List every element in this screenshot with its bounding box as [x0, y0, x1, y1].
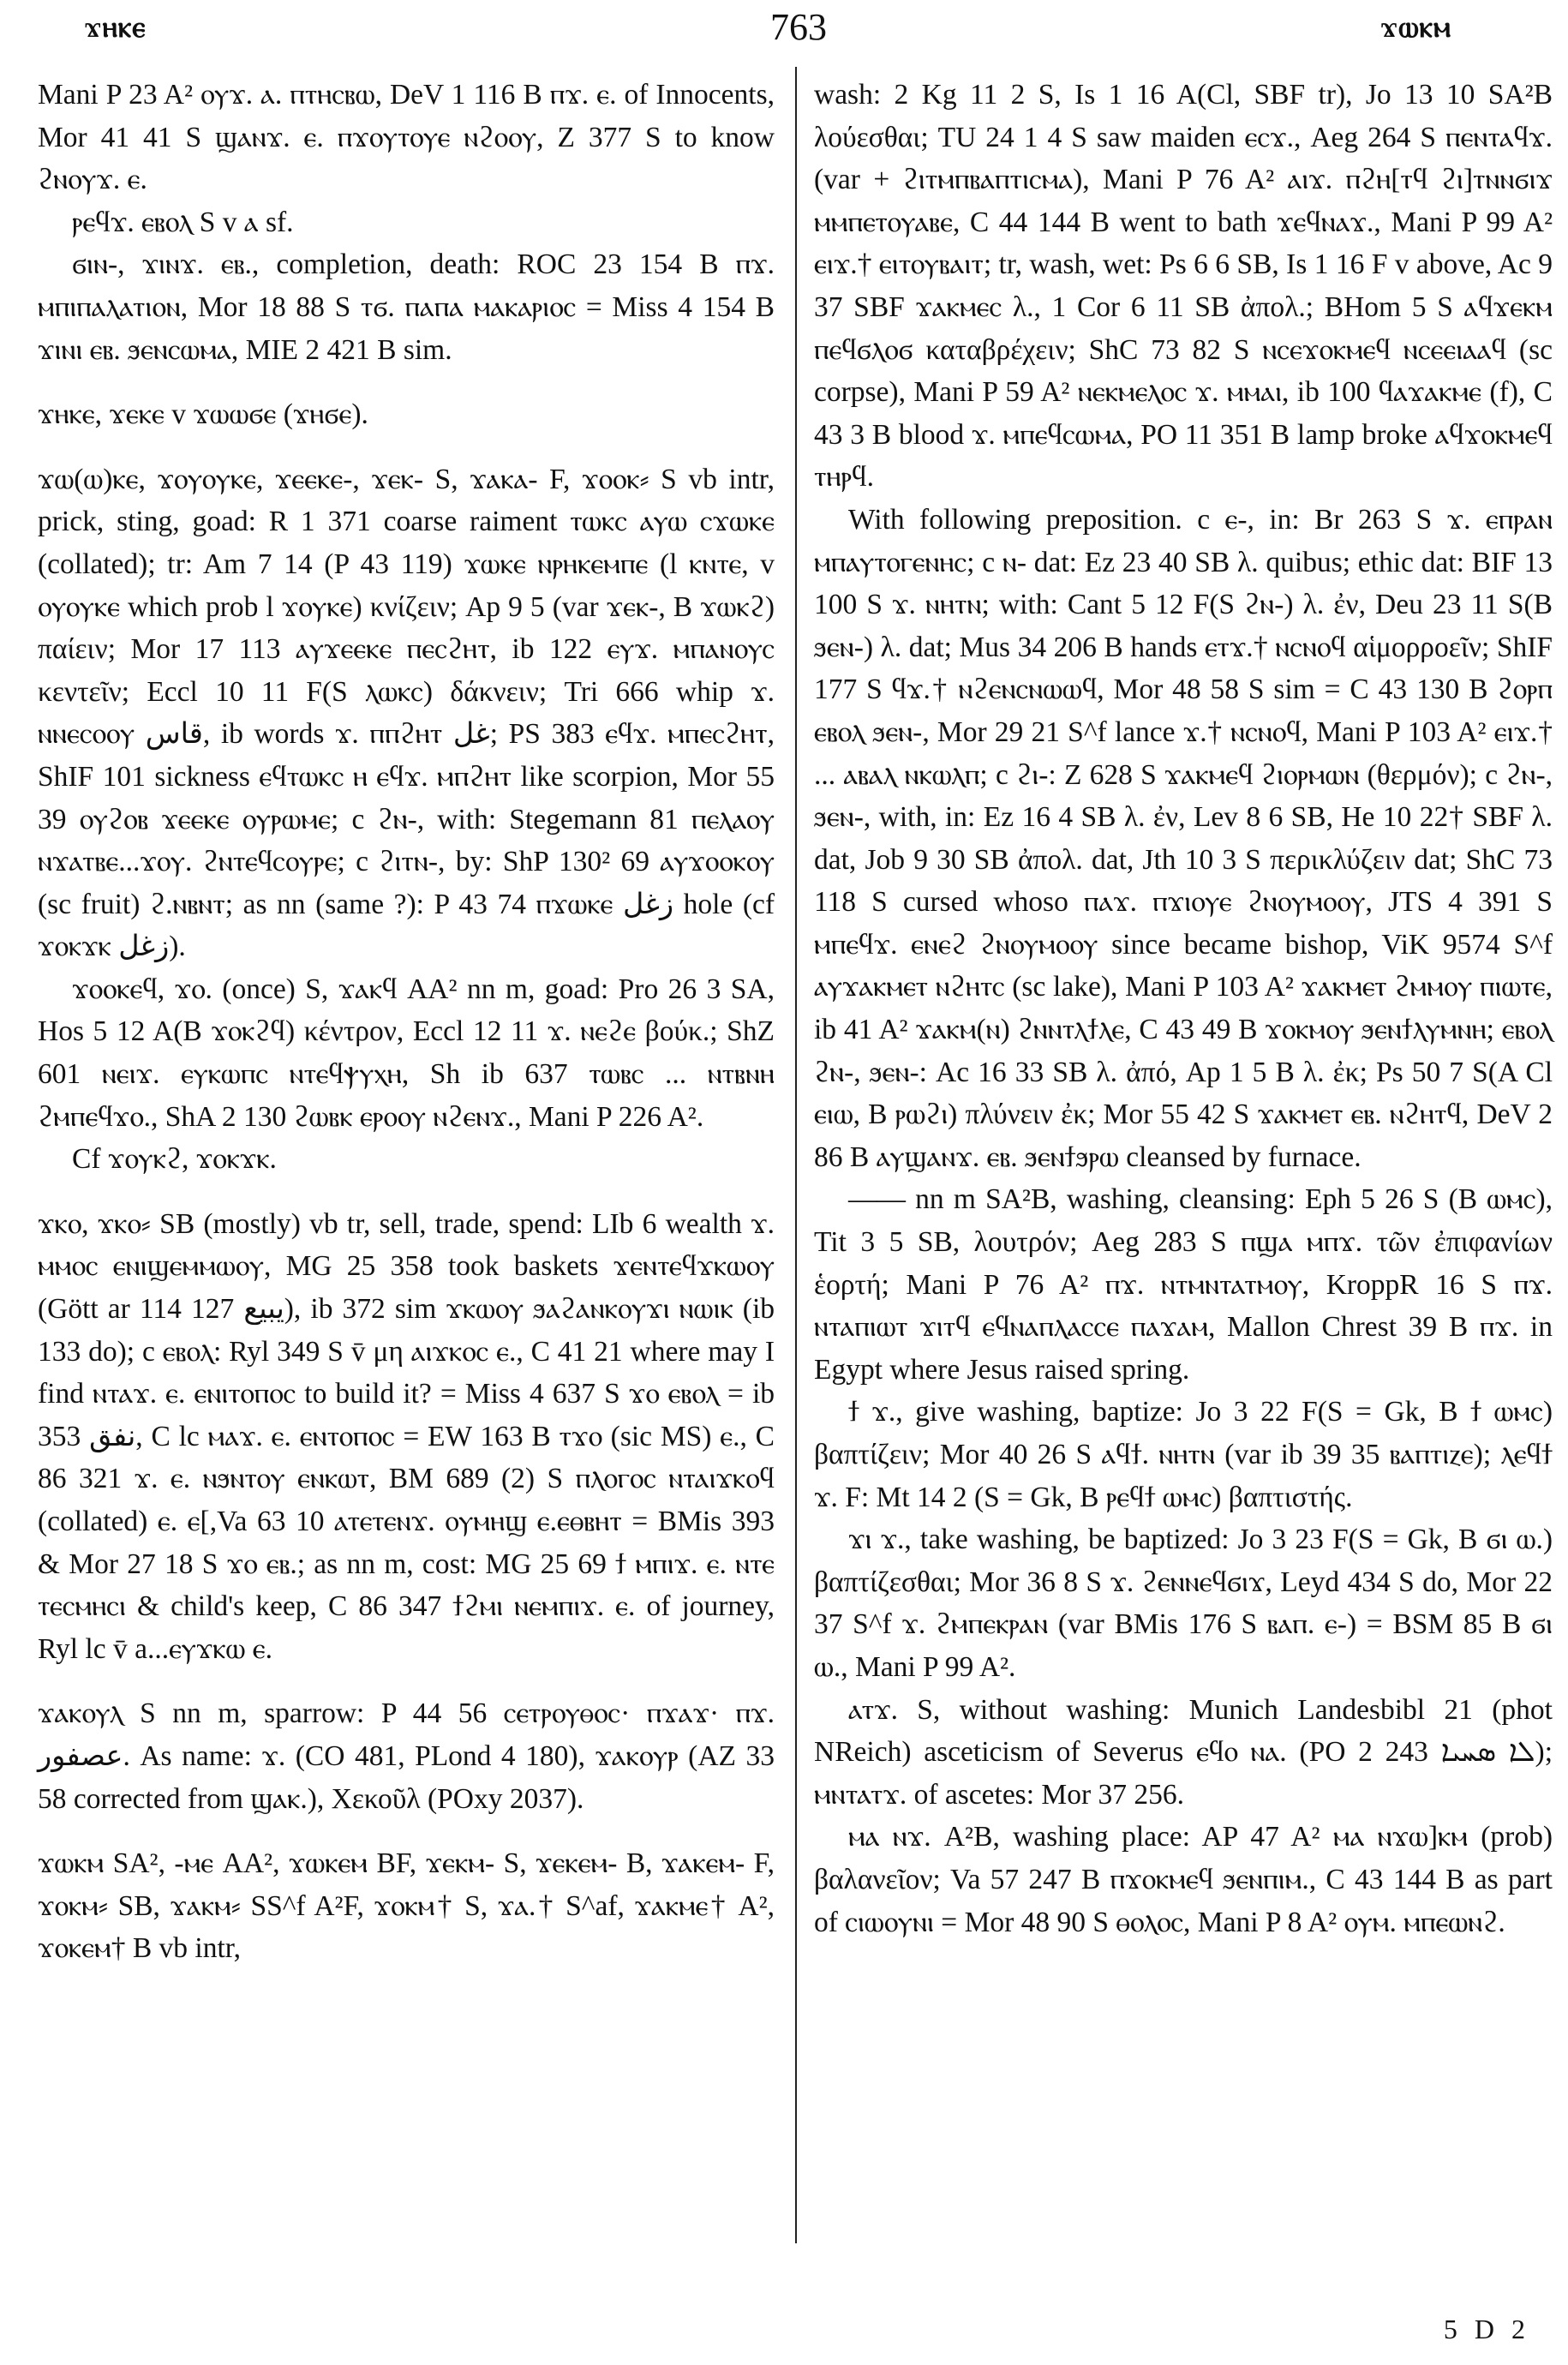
left-running-headword: ϫⲏⲕⲉ	[84, 12, 147, 44]
signature-mark: 5 D 2	[1443, 2314, 1530, 2344]
entry-paragraph: With following preposition. c ⲉ-, in: Br 263 S ϫ. ⲉⲡⲣⲁⲛ ⲙⲡⲁⲩⲧⲟⲅⲉⲛⲏⲥ; c ⲛ- dat: Ez 23 40 SB λ. quibus; ethic dat: BIF 13 100 S ϫ. ⲛⲏⲧⲛ; with: Cant 5 12 F(S ϩⲛ-) λ. ἐν, Deu 23 11 S(B ϧⲉⲛ-) λ. dat; Mus 34 206 B hands ⲉⲧϫ.† ⲛⲥⲛⲟϥ αἱμορροεῖν; ShIF 177 S ϥϫ.† ⲛϩⲉⲛⲥⲛⲱⲱϥ, Mor 48 58 S sim = C 43 130 B ϩⲟⲣⲡ ⲉⲃⲟⲗ ϧⲉⲛ-, Mor 29 21 S^f lance ϫ.† ⲛⲥⲛⲟϥ, Mani P 103 A² ⲉⲓϫ.† ... ⲁⲃⲁⲗ ⲛⲕⲱⲗⲡ; c ϩⲓ-: Z 628 S ϫⲁⲕⲙⲉϥ ϩⲓⲟⲣⲙⲱⲛ (θερμόν); c ϩⲛ-, ϧⲉⲛ-, with, in: Ez 16 4 SB λ. ἐν, Lev 8 6 SB, He 10 22† SBF λ. dat, Job 9 30 SB ἀπολ. dat, Jth 10 3 S περικλύζειν dat; ShC 73 118 S cursed whoso ⲡⲁϫ. ⲡϫⲓⲟⲩⲉ ϩⲛⲟⲩⲙⲟⲟⲩ, JTS 4 391 S ⲙⲡⲉϥϫ. ⲉⲛⲉϩ ϩⲛⲟⲩⲙⲟⲟⲩ since became bishop, ViK 9574 S^f ⲁⲩϫⲁⲕⲙⲉⲧ ⲛϩⲏⲧⲥ (sc lake), Mani P 103 A² ϫⲁⲕⲙⲉⲧ ϩⲙⲙⲟⲩ ⲡⲓⲱⲧⲉ, ib 41 A² ϫⲁⲕⲙ(ⲛ) ϩⲛⲛⲧⲗϯⲗⲉ, C 43 49 B ϫⲟⲕⲙⲟⲩ ϧⲉⲛϯⲗⲩⲙⲛⲏ; ⲉⲃⲟⲗ ϩⲛ-, ϧⲉⲛ-: Ac 16 33 SB λ. ἀπό, Ap 1 5 B λ. ἐκ; Ps 50 7 S(A Cl ⲉⲓⲱ, B ⲣⲱϩⲓ) πλύνειν ἐκ; Mor 55 42 S ϫⲁⲕⲙⲉⲧ ⲉⲃ. ⲛϩⲏⲧϥ, DeV 2 86 B ⲁⲩϣⲁⲛϫ. ⲉⲃ. ϧⲉⲛϯϧⲣⲱ cleansed by furnace.	[814, 503, 1553, 1173]
entry-paragraph: ϫⲓ ϫ., take washing, be baptized: Jo 3 23 F(S = Gk, B ϭⲓ ⲱ.) βαπτίζεσθαι; Mor 36 8 S ϫ. ϩⲉⲛⲛⲉϥϭⲓϫ, Leyd 434 S do, Mor 22 37 S^f ϫ. ϩⲙⲡⲉⲕⲣⲁⲛ (var BMis 176 S ⲃⲁⲡ. ⲉ-) = BSM 85 B ϭⲓ ⲱ., Mani P 99 A².	[814, 1524, 1553, 1683]
left-column	[38, 74, 775, 1970]
column-divider	[795, 67, 797, 2243]
entry-paragraph: ⲙⲁ ⲛϫ. A²B, washing place: AP 47 A² ⲙⲁ ⲛϫⲱ]ⲕⲙ (prob) βαλανεῖον; Va 57 247 B ⲡϫⲟⲕⲙⲉϥ ϧⲉⲛⲡⲓⲙ., C 43 144 B as part of ⲥⲓⲱⲟⲩⲛⲓ = Mor 48 90 S ⲑⲟⲗⲟⲥ, Mani P 8 A² ⲟⲩⲙ. ⲙⲡⲉⲱⲛϩ.	[814, 1821, 1553, 1938]
entry-paragraph: ⲁⲧϫ. S, without washing: Munich Landesbibl 21 (phot NReich) asceticism of Severus ⲉϥⲟ ⲛⲁ. (PO 2 243 ܠܐ ܣܚܝܐ); ⲙⲛⲧⲁⲧϫ. of ascetes: Mor 37 256.	[814, 1693, 1553, 1811]
right-running-headword: ϫⲱⲕⲙ	[1379, 12, 1451, 44]
entry-paragraph: wash: 2 Kg 11 2 S, Is 1 16 A(Cl, SBF tr), Jo 13 10 SA²B λούεσθαι; TU 24 1 4 S saw maiden ⲉⲥϫ., Aeg 264 S ⲡⲉⲛⲧⲁϥϫ. (var + ϩⲓⲧⲙⲡⲃⲁⲡⲧⲓⲥⲙⲁ), Mani P 76 A² ⲁⲓϫ. ⲡϩⲏ[ⲧϥ ϩⲓ]ⲧⲛⲛϭⲓϫ ⲙⲙⲡⲉⲧⲟⲩⲁⲃⲉ, C 44 144 B went to bath ϫⲉϥⲛⲁϫ., Mani P 99 A² ⲉⲓϫ.† ⲉⲓⲧⲟⲩⲃⲁⲓⲧ; tr, wash, wet: Ps 6 6 SB, Is 1 16 F v above, Ac 9 37 SBF ϫⲁⲕⲙⲉⲥ λ., 1 Cor 6 11 SB ἀπολ.; BHom 5 S ⲁϥϫⲉⲕⲙ ⲡⲉϥϭⲗⲟϭ καταβρέχειν; ShC 73 82 S ⲛⲥⲉϫⲟⲕⲙⲉϥ ⲛⲥⲉⲉⲓⲁⲁϥ (sc corpse), Mani P 59 A² ⲛⲉⲕⲙⲉⲗⲟⲥ ϫ. ⲙⲙⲁⲓ, ib 100 ϥⲁϫⲁⲕⲙⲉ (f), C 43 3 B blood ϫ. ⲙⲡⲉϥⲥⲱⲙⲁ, PO 11 351 B lamp broke ⲁϥϫⲟⲕⲙⲉϥ ⲧⲏⲣϥ.	[814, 79, 1553, 494]
entry-paragraph: ϭⲓⲛ-, ϫⲓⲛϫ. ⲉⲃ., completion, death: ROC 23 154 B ⲡϫ. ⲙⲡⲓⲡⲁⲗⲁⲧⲓⲟⲛ, Mor 18 88 S ⲧϭ. ⲡⲁⲡⲁ ⲙⲁⲕⲁⲣⲓⲟⲥ = Miss 4 154 B ϫⲓⲛⲓ ⲉⲃ. ϧⲉⲛⲥⲱⲙⲁ, MIE 2 421 B sim.	[38, 248, 775, 366]
right-column	[814, 74, 1553, 1943]
entry-headword-paragraph: ϫⲱ(ⲱ)ⲕⲉ, ϫⲟⲩⲟⲩⲕⲉ, ϫⲉⲉⲕⲉ-, ϫⲉⲕ- S, ϫⲁⲕⲁ- F, ϫⲟⲟⲕ⸗ S vb intr, prick, sting, goad: R 1 371 coarse raiment ⲧⲱⲕⲥ ⲁⲩⲱ ⲥϫⲱⲕⲉ (collated); tr: Am 7 14 (P 43 119) ϫⲱⲕⲉ ⲛⲣⲏⲕⲉⲙⲡⲉ (l ⲕⲛⲧⲉ, v ⲟⲩⲟⲩⲕⲉ which prob l ϫⲟⲩⲕⲉ) κνίζειν; Ap 9 5 (var ϫⲉⲕ-, B ϫⲱⲕϩ) παίειν; Mor 17 113 ⲁⲩϫⲉⲉⲕⲉ ⲡⲉⲥϩⲏⲧ, ib 122 ⲉⲩϫ. ⲙⲡⲁⲛⲟⲩⲥ κεντεῖν; Eccl 10 11 F(S ⲗⲱⲕⲥ) δάκνειν; Tri 666 whip ϫ. ⲛⲛⲉⲥⲟⲟⲩ قاس, ib words ϫ. ⲡⲡϩⲏⲧ غل; PS 383 ⲉϥϫ. ⲙⲡⲉⲥϩⲏⲧ, ShIF 101 sickness ⲉϥⲧⲱⲕⲥ ⲏ ⲉϥϫ. ⲙⲡϩⲏⲧ like scorpion, Mor 55 39 ⲟⲩϩⲟⲃ ϫⲉⲉⲕⲉ ⲟⲩⲣⲱⲙⲉ; c ϩⲛ-, with: Stegemann 81 ⲡⲉⲗⲁⲟⲩ ⲛϫⲁⲧⲃⲉ...ϫⲟⲩ. ϩⲛⲧⲉϥⲥⲟⲩⲣⲉ; c ϩⲓⲧⲛ-, by: ShP 130² 69 ⲁⲩϫⲟⲟⲕⲟⲩ (sc fruit) ϩ.ⲛⲃⲛⲧ; as nn (same ?): P 43 74 ⲡϫⲱⲕⲉ زغل hole (cf ϫⲟⲕϫⲕ زغل).	[38, 463, 775, 963]
entry-paragraph: ⲣⲉϥϫ. ⲉⲃⲟⲗ S v ⲁ sf.	[72, 206, 294, 238]
entry-paragraph: Mani P 23 A² ⲟⲩϫ. ⲁ. ⲡⲧⲏⲥⲃⲱ, DeV 1 116 B ⲡϫ. ⲉ. of Innocents, Mor 41 41 S ϣⲁⲛϫ. ⲉ. ⲡϫⲟⲩⲧⲟⲩⲉ ⲛϩⲟⲟⲩ, Z 377 S to know ϩⲛⲟⲩϫ. ⲉ.	[38, 79, 775, 196]
entry-paragraph: —— nn m SA²B, washing, cleansing: Eph 5 26 S (B ⲱⲙⲥ), Tit 3 5 SB, λουτρόν; Aeg 283 S ⲡϣⲁ ⲙⲡϫ. τῶν ἐπιφανίων ἑορτή; Mani P 76 A² ⲡϫ. ⲛⲧⲙⲛⲧⲁⲧⲙⲟⲩ, KroppR 16 S ⲡϫ. ⲛⲧⲁⲡⲓⲱⲧ ϫⲓⲧϥ ⲉϥⲛⲁⲡⲗⲁⲥⲥⲉ ⲡⲁϫⲁⲙ, Mallon Chrest 39 B ⲡϫ. in Egypt where Jesus raised spring.	[814, 1183, 1553, 1386]
entry-paragraph: ϯ ϫ., give washing, baptize: Jo 3 22 F(S = Gk, B ϯ ⲱⲙⲥ) βαπτίζειν; Mor 40 26 S ⲁϥϯ. ⲛⲏⲧⲛ (var ib 39 35 ⲃⲁⲡⲧⲓⲍⲉ); ⲗⲉϥϯ ϫ. F: Mt 14 2 (S = Gk, B ⲣⲉϥϯ ⲱⲙⲥ) βαπτιστής.	[814, 1396, 1553, 1513]
entry-headword-paragraph: ϫⲱⲕⲙ SA², -ⲙⲉ AA², ϫⲱⲕⲉⲙ BF, ϫⲉⲕⲙ- S, ϫⲉⲕⲉⲙ- B, ϫⲁⲕⲉⲙ- F, ϫⲟⲕⲙ⸗ SB, ϫⲁⲕⲙ⸗ SS^f A²F, ϫⲟⲕⲙ† S, ϫⲁ.† S^af, ϫⲁⲕⲙⲉ† A², ϫⲟⲕⲉⲙ† B vb intr,	[38, 1847, 775, 1965]
page-number: 763	[770, 6, 827, 48]
entry-paragraph: Cf ϫⲟⲩⲕϩ, ϫⲟⲕϫⲕ.	[72, 1143, 277, 1176]
entry-paragraph: ϫⲟⲟⲕⲉϥ, ϫⲟ. (once) S, ϫⲁⲕϥ AA² nn m, goad: Pro 26 3 SA, Hos 5 12 A(B ϫⲟⲕϩϥ) κέντρον, Eccl 12 11 ϫ. ⲛⲉϩⲉ βούκ.; ShZ 601 ⲛⲉⲓϫ. ⲉⲩⲕⲱⲡⲥ ⲛⲧⲉϥⲯⲩⲭⲏ, Sh ib 637 ⲧⲱⲃⲥ ... ⲛⲧⲃⲛⲏ ϩⲙⲡⲉϥϫⲟ., ShA 2 130 ϩⲱⲃⲕ ⲉⲣⲟⲟⲩ ⲛϩⲉⲛϫ., Mani P 226 A².	[38, 973, 775, 1133]
entry-headword-paragraph: ϫⲁⲕⲟⲩⲗ S nn m, sparrow: P 44 56 ⲥⲉⲧⲣⲟⲩⲑⲟⲥ· ⲡϫⲁϫ· ⲡϫ. عصفور. As name: ϫ. (CO 481, PLond 4 180), ϫⲁⲕⲟⲩⲣ (AZ 33 58 corrected from ϣⲁⲕ.), Χεκοῦλ (POxy 2037).	[38, 1697, 775, 1815]
entry-headword-paragraph: ϫⲏⲕⲉ, ϫⲉⲕⲉ v ϫⲱⲱϭⲉ (ϫⲏϭⲉ).	[38, 398, 368, 431]
page-header	[38, 5, 1546, 57]
entry-headword-paragraph: ϫⲕⲟ, ϫⲕⲟ⸗ SB (mostly) vb tr, sell, trade, spend: LIb 6 wealth ϫ. ⲙⲙⲟⲥ ⲉⲛⲓϣⲉⲙⲙⲱⲟⲩ, MG 25 358 took baskets ϫⲉⲛⲧⲉϥϫⲕⲱⲟⲩ (Gött ar 114 127 يبيع), ib 372 sim ϫⲕⲱⲟⲩ ϧⲁϩⲁⲛⲕⲟⲩϫⲓ ⲛⲱⲓⲕ (ib 133 do); c ⲉⲃⲟⲗ: Ryl 349 S v̄ μη ⲁⲓϫⲕⲟⲥ ⲉ., C 41 21 where may I find ⲛⲧⲁϫ. ⲉ. ⲉⲛⲓⲧⲟⲡⲟⲥ to build it? = Miss 4 637 S ϫⲟ ⲉⲃⲟⲗ = ib 353 نفق, C lc ⲙⲁϫ. ⲉ. ⲉⲛⲧⲟⲡⲟⲥ = EW 163 B ⲧϫⲟ (sic MS) ⲉ., C 86 321 ϫ. ⲉ. ⲛϧⲛⲧⲟⲩ ⲉⲛⲕⲱⲧ, BM 689 (2) S ⲡⲗⲟⲅⲟⲥ ⲛⲧⲁⲓϫⲕⲟϥ (collated) ⲉ. ⲉ[,Va 63 10 ⲁⲧⲉⲧⲉⲛϫ. ⲟⲩⲙⲏϣ ⲉ.ⲉⲑⲃⲏⲧ = BMis 393 & Mor 27 18 S ϫⲟ ⲉⲃ.; as nn m, cost: MG 25 69 ϯ ⲙⲡⲓϫ. ⲉ. ⲛⲧⲉ ⲧⲉⲥⲙⲏⲥⲓ & child's keep, C 86 347 ϯϩⲙⲓ ⲛⲉⲙⲡⲓϫ. ⲉ. of journey, Ryl lc v̄ a...ⲉⲩϫⲕⲱ ⲉ.	[38, 1207, 775, 1665]
